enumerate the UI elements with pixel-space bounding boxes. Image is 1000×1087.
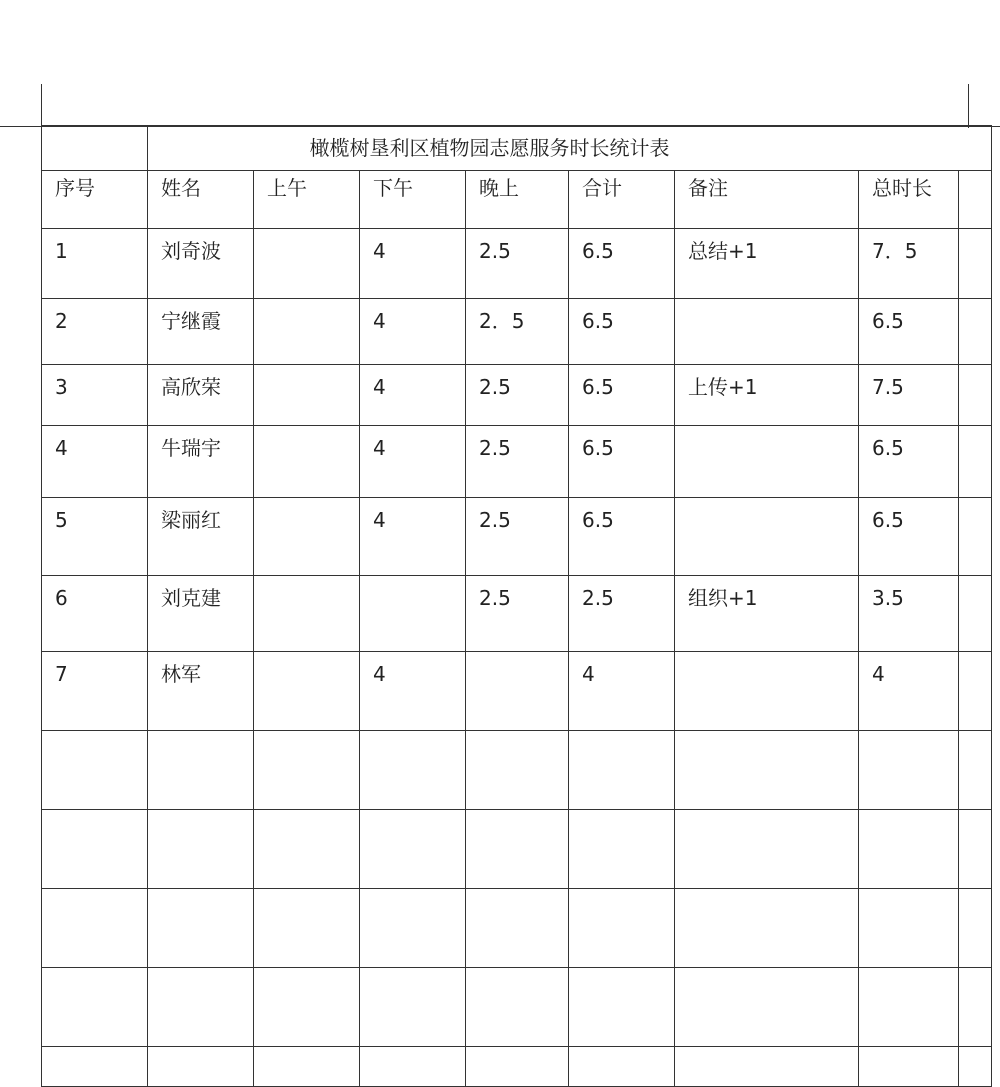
empty-cell[interactable] [569,810,675,889]
cell-total[interactable]: 6.5 [569,498,675,576]
cell-morning[interactable] [254,498,360,576]
cell-remark[interactable]: 上传+1 [675,365,859,426]
empty-cell[interactable] [466,1047,569,1087]
cell-extra[interactable] [959,229,992,299]
empty-cell[interactable] [360,968,466,1047]
header-extra[interactable] [959,171,992,229]
header-total-hours[interactable]: 总时长 [859,171,959,229]
cell-total[interactable]: 4 [569,652,675,731]
empty-cell[interactable] [42,810,148,889]
cell-total-hours[interactable]: 4 [859,652,959,731]
table-row [42,229,992,299]
cell-name[interactable]: 刘奇波 [148,229,254,299]
empty-cell[interactable] [959,968,992,1047]
cell-remark[interactable] [675,426,859,498]
cell-afternoon[interactable]: 4 [360,652,466,731]
header-morning[interactable]: 上午 [254,171,360,229]
cell-name[interactable]: 林军 [148,652,254,731]
cell-name[interactable]: 牛瑞宇 [148,426,254,498]
cell-total-hours[interactable]: 3.5 [859,576,959,652]
empty-cell[interactable] [360,889,466,968]
cell-afternoon[interactable]: 4 [360,365,466,426]
table-title-cell[interactable] [148,126,992,171]
empty-cell[interactable] [42,968,148,1047]
cell-evening[interactable]: 2．5 [466,299,569,365]
empty-cell[interactable] [859,810,959,889]
empty-cell[interactable] [254,968,360,1047]
empty-row [42,810,992,889]
cell-afternoon[interactable]: 4 [360,229,466,299]
cell-total-hours[interactable]: 6.5 [859,426,959,498]
cell-evening[interactable] [466,652,569,731]
table-row [42,498,992,576]
cell-seq[interactable]: 1 [42,229,148,299]
table-row [42,426,992,498]
cell-total-hours[interactable]: 6.5 [859,299,959,365]
title-blank-cell[interactable] [42,126,148,171]
cell-afternoon[interactable] [360,576,466,652]
cell-remark[interactable] [675,299,859,365]
cell-extra[interactable] [959,426,992,498]
empty-cell[interactable] [148,968,254,1047]
cell-name[interactable]: 宁继霞 [148,299,254,365]
empty-row [42,1047,992,1087]
table-row [42,576,992,652]
empty-cell[interactable] [569,731,675,810]
cell-extra[interactable] [959,299,992,365]
header-total[interactable]: 合计 [569,171,675,229]
cell-extra[interactable] [959,652,992,731]
empty-cell[interactable] [959,889,992,968]
header-seq[interactable]: 序号 [42,171,148,229]
table-title: 橄榄树垦利区植物园志愿服务时长统计表 [309,136,670,160]
cell-afternoon[interactable]: 4 [360,498,466,576]
title-row [42,126,992,171]
empty-cell[interactable] [360,1047,466,1087]
cell-morning[interactable] [254,576,360,652]
empty-cell[interactable] [859,889,959,968]
empty-cell[interactable] [569,968,675,1047]
cell-total[interactable]: 6.5 [569,426,675,498]
cell-afternoon[interactable]: 4 [360,299,466,365]
empty-cell[interactable] [959,1047,992,1087]
cell-evening[interactable]: 2.5 [466,498,569,576]
empty-cell[interactable] [360,810,466,889]
cell-total-hours[interactable]: 7.5 [859,365,959,426]
cell-total[interactable]: 6.5 [569,299,675,365]
empty-cell[interactable] [859,1047,959,1087]
crop-mark-left [41,84,42,128]
cell-name[interactable]: 梁丽红 [148,498,254,576]
empty-row [42,889,992,968]
cell-remark[interactable]: 总结+1 [675,229,859,299]
table-row [42,365,992,426]
cell-morning[interactable] [254,365,360,426]
empty-cell[interactable] [569,1047,675,1087]
empty-cell[interactable] [254,1047,360,1087]
empty-cell[interactable] [148,889,254,968]
empty-cell[interactable] [360,731,466,810]
cell-seq[interactable]: 5 [42,498,148,576]
empty-cell[interactable] [42,731,148,810]
empty-cell[interactable] [675,810,859,889]
cell-seq[interactable]: 3 [42,365,148,426]
empty-cell[interactable] [959,810,992,889]
empty-cell[interactable] [675,1047,859,1087]
cell-evening[interactable]: 2.5 [466,365,569,426]
crop-mark-right [968,84,969,128]
cell-name[interactable]: 刘克建 [148,576,254,652]
cell-seq[interactable]: 6 [42,576,148,652]
header-remark[interactable]: 备注 [675,171,859,229]
cell-total-hours[interactable]: 6.5 [859,498,959,576]
empty-cell[interactable] [466,968,569,1047]
empty-cell[interactable] [466,731,569,810]
empty-cell[interactable] [42,1047,148,1087]
empty-cell[interactable] [569,889,675,968]
header-name[interactable]: 姓名 [148,171,254,229]
cell-morning[interactable] [254,426,360,498]
empty-cell[interactable] [859,968,959,1047]
cell-morning[interactable] [254,299,360,365]
empty-cell[interactable] [148,810,254,889]
empty-cell[interactable] [675,968,859,1047]
empty-row [42,731,992,810]
empty-cell[interactable] [466,810,569,889]
cell-seq[interactable]: 4 [42,426,148,498]
cell-total[interactable]: 2.5 [569,576,675,652]
cell-morning[interactable] [254,229,360,299]
cell-evening[interactable]: 2.5 [466,576,569,652]
header-row [42,171,992,229]
empty-cell[interactable] [254,810,360,889]
empty-cell[interactable] [148,731,254,810]
cell-remark[interactable]: 组织+1 [675,576,859,652]
empty-cell[interactable] [42,889,148,968]
volunteer-hours-table [41,125,992,1087]
cell-remark[interactable] [675,498,859,576]
header-evening[interactable]: 晚上 [466,171,569,229]
cell-seq[interactable]: 7 [42,652,148,731]
empty-cell[interactable] [675,889,859,968]
cell-extra[interactable] [959,365,992,426]
cell-extra[interactable] [959,498,992,576]
header-afternoon[interactable]: 下午 [360,171,466,229]
empty-cell[interactable] [859,731,959,810]
table-row [42,652,992,731]
cell-remark[interactable] [675,652,859,731]
cell-extra[interactable] [959,576,992,652]
cell-total-hours[interactable]: 7．5 [859,229,959,299]
empty-cell[interactable] [675,731,859,810]
empty-cell[interactable] [148,1047,254,1087]
cell-total[interactable]: 6.5 [569,365,675,426]
cell-seq[interactable]: 2 [42,299,148,365]
empty-cell[interactable] [959,731,992,810]
cell-total[interactable]: 6.5 [569,229,675,299]
table-row [42,299,992,365]
cell-morning[interactable] [254,652,360,731]
empty-cell[interactable] [254,731,360,810]
cell-evening[interactable]: 2.5 [466,229,569,299]
empty-row [42,968,992,1047]
cell-name[interactable]: 高欣荣 [148,365,254,426]
cell-afternoon[interactable]: 4 [360,426,466,498]
empty-cell[interactable] [254,889,360,968]
empty-cell[interactable] [466,889,569,968]
cell-evening[interactable]: 2.5 [466,426,569,498]
